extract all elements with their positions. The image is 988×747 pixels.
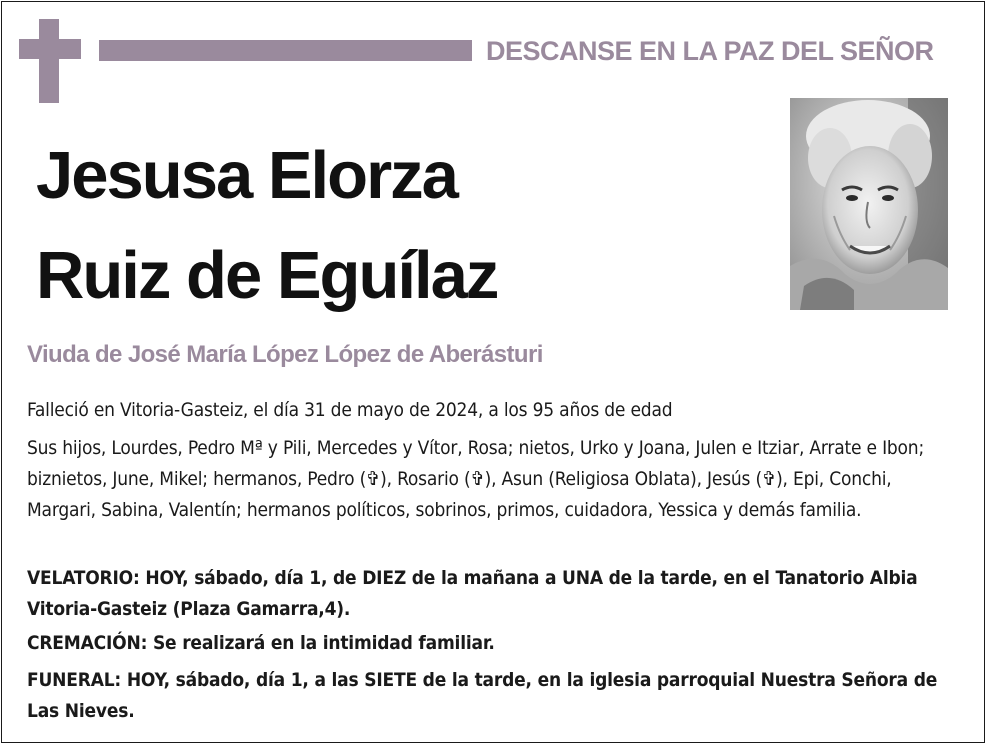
widow-of-line: Viuda de José María López López de Aberásturi: [27, 341, 543, 368]
death-info: [27, 395, 963, 425]
deceased-name-line2: Ruiz de Eguílaz: [36, 238, 498, 313]
deceased-name-line1: Jesusa Elorza: [36, 138, 457, 213]
funeral-info: [27, 665, 963, 727]
family-list-text: Sus hijos, Lourdes, Pedro Mª y Pili, Mercedes y Vítor, Rosa; nietos, Urko y Joana, Julen e Itziar, Arrate e Ibon; biznietos, June, Mikel; hermanos, Pedro (✞), Rosario (✞), Asun (Religiosa Oblata), Jesús (✞), Epi, Conchi, Margari, Sabina, Valentín; hermanos políticos, sobrinos, primos, cuidadora, Yessica y demás familia.: [27, 437, 925, 521]
velatorio-text: VELATORIO: HOY, sábado, día 1, de DIEZ de la mañana a UNA de la tarde, en el Tanatorio Albia Vitoria-Gasteiz (Plaza Gamarra,4).: [27, 567, 918, 620]
cremacion-info: [27, 628, 963, 658]
portrait-photo: [790, 98, 948, 310]
header-rule: [99, 40, 472, 61]
cremacion-text: CREMACIÓN: Se realizará en la intimidad familiar.: [27, 632, 495, 654]
family-list: [27, 433, 963, 526]
portrait-image: [790, 98, 948, 310]
velatorio-info: [27, 563, 963, 625]
header-title: DESCANSE EN LA PAZ DEL SEÑOR: [486, 36, 934, 66]
obituary-card: [1, 1, 985, 743]
death-info-text: Falleció en Vitoria-Gasteiz, el día 31 de mayo de 2024, a los 95 años de edad: [27, 399, 673, 421]
funeral-text: FUNERAL: HOY, sábado, día 1, a las SIETE de la tarde, en la iglesia parroquial Nuestra Señora de Las Nieves.: [27, 669, 938, 722]
